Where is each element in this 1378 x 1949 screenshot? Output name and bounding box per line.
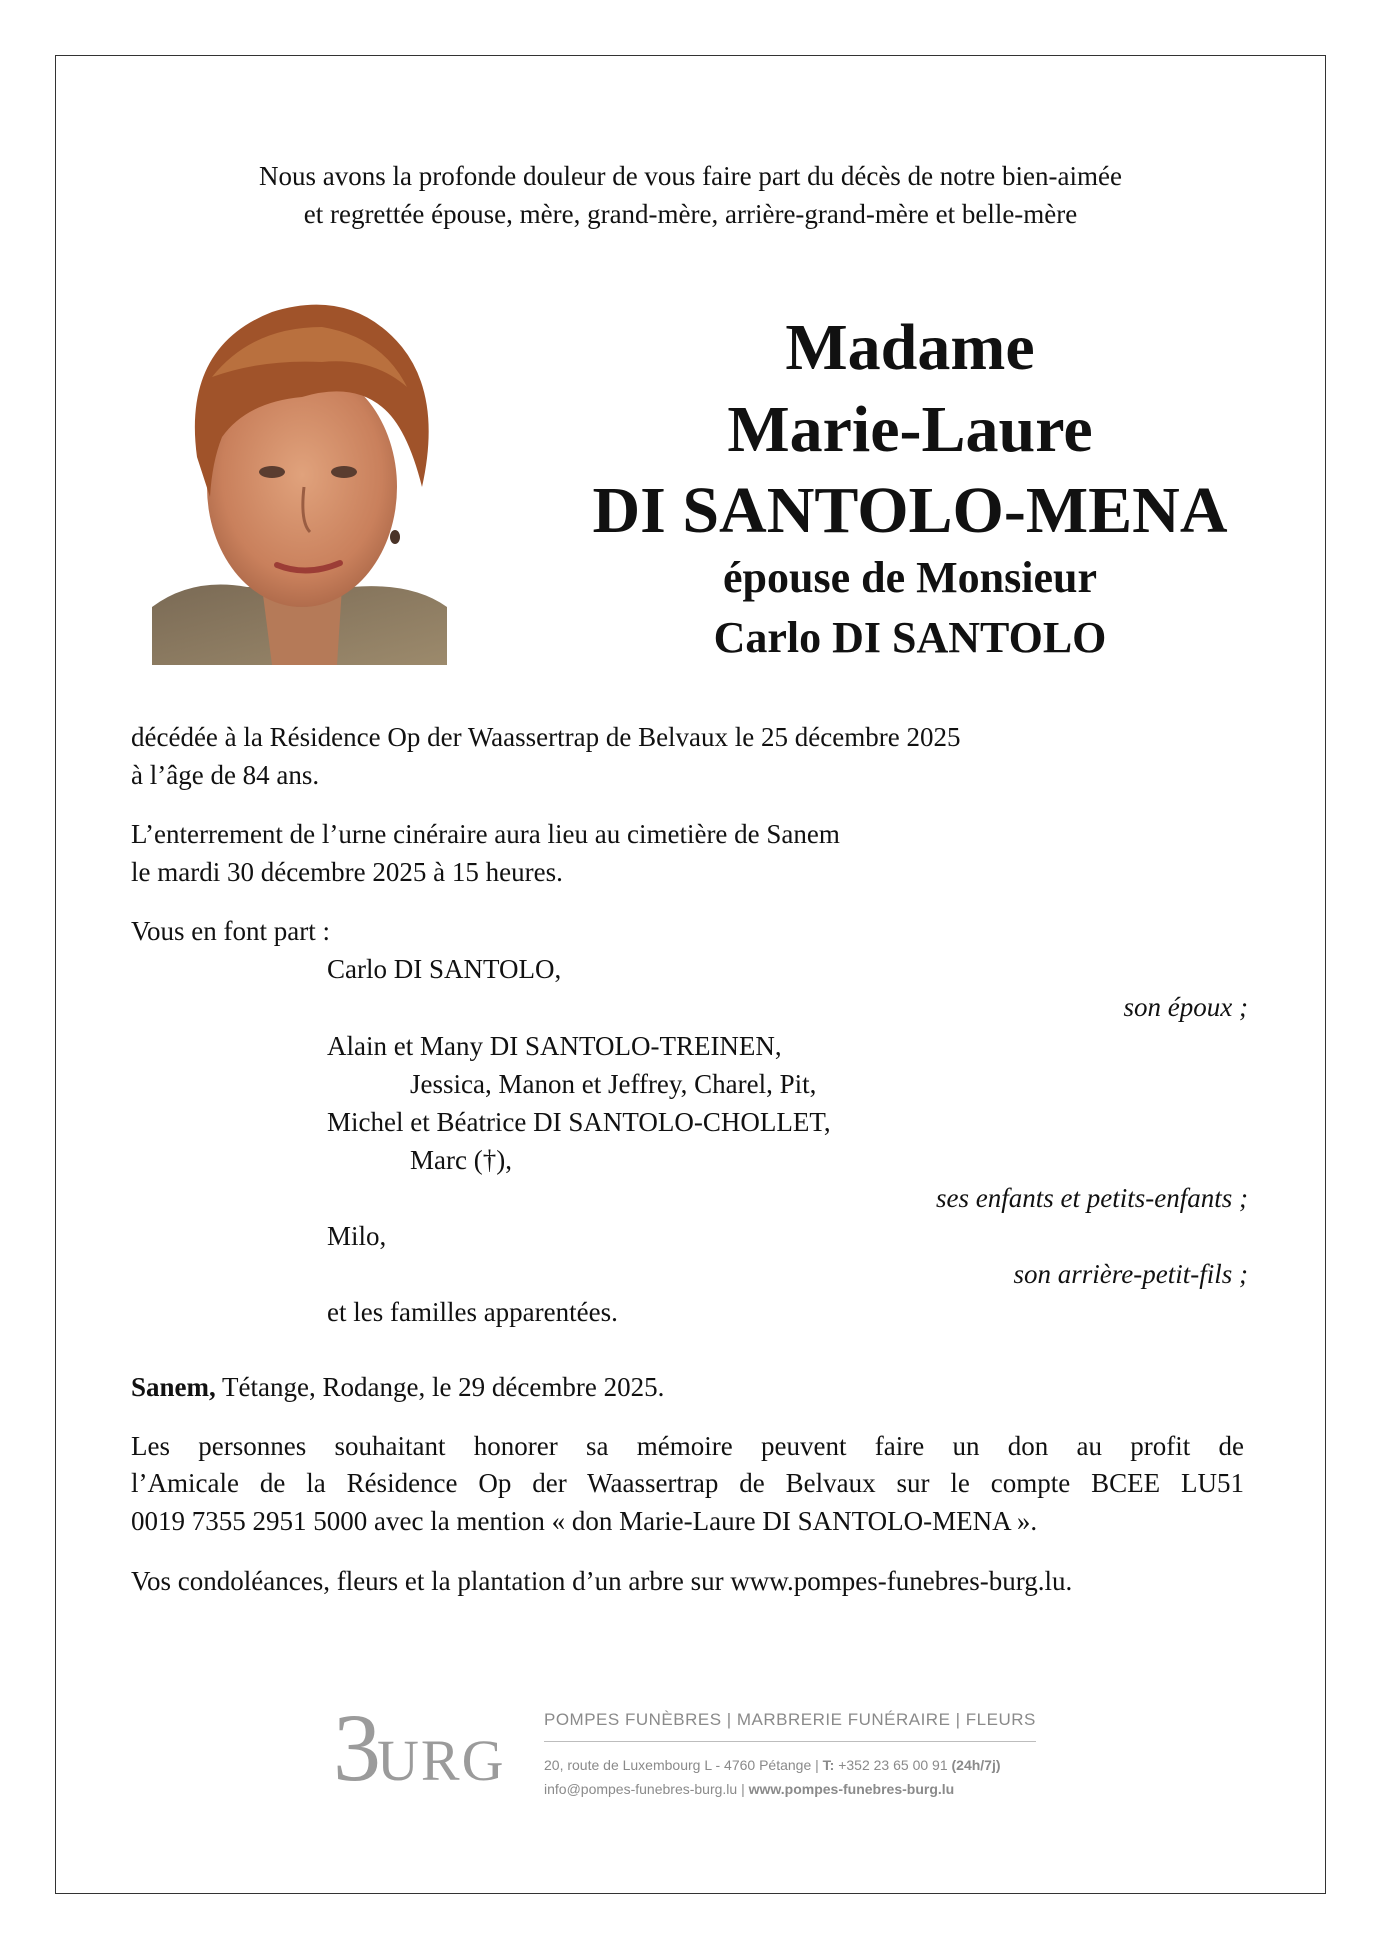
footer-website: www.pompes-funebres-burg.lu	[748, 1781, 955, 1797]
portrait-photo	[152, 287, 447, 665]
family-great-grandchild-role: son arrière-petit-fils ;	[1013, 1259, 1248, 1289]
family-intro: Vous en font part :	[131, 916, 330, 946]
intro-line-2: et regrettée épouse, mère, grand-mère, arrière-grand-mère et belle-mère	[303, 199, 1078, 229]
donation-line-3: 0019 7355 2951 5000 avec la mention « don Marie-Laure DI SANTOLO-MENA ».	[131, 1506, 1038, 1536]
family-child-2: Michel et Béatrice DI SANTOLO-CHOLLET,	[327, 1107, 831, 1137]
death-line-1: décédée à la Résidence Op der Waassertrap de Belvaux le 25 décembre 2025	[131, 722, 961, 752]
place-date	[131, 1368, 664, 1406]
svg-text:3: 3	[333, 1704, 381, 1794]
family-spouse: Carlo DI SANTOLO,	[327, 954, 562, 984]
footer-phone-label: T:	[822, 1757, 835, 1773]
family-children-role: ses enfants et petits-enfants ;	[936, 1183, 1248, 1213]
footer-address: 20, route de Luxembourg L - 4760 Pétange |	[544, 1757, 823, 1773]
deceased-first-name: Marie-Laure	[727, 393, 1093, 466]
donation-line-1: Les personnes souhaitant honorer sa mémoire peuvent faire un don au profit de	[131, 1431, 1244, 1461]
intro-line-1: Nous avons la profonde douleur de vous faire part du décès de notre bien-aimée	[259, 161, 1122, 191]
spouse-name: Carlo DI SANTOLO	[713, 613, 1107, 662]
family-grandchildren-1: Jessica, Manon et Jeffrey, Charel, Pit,	[410, 1069, 817, 1099]
deceased-title: Madame	[785, 311, 1035, 384]
family-grandchildren-2: Marc (†),	[410, 1145, 512, 1175]
family-spouse-role: son époux ;	[1123, 992, 1248, 1022]
footer-email: info@pompes-funebres-burg.lu |	[544, 1781, 749, 1797]
family-relatives: et les familles apparentées.	[327, 1297, 618, 1327]
place-bold: Sanem,	[131, 1372, 216, 1402]
svg-text:URG: URG	[377, 1728, 503, 1793]
funeral-line-1: L’enterrement de l’urne cinéraire aura lieu au cimetière de Sanem	[131, 819, 840, 849]
funeral-line-2: le mardi 30 décembre 2025 à 15 heures.	[131, 857, 563, 887]
condolences: Vos condoléances, fleurs et la plantation d’un arbre sur www.pompes-funebres-burg.lu.	[131, 1566, 1073, 1596]
burg-logo	[333, 1704, 503, 1794]
donation-line-2: l’Amicale de la Résidence Op der Waassertrap de Belvaux sur le compte BCEE LU51	[131, 1468, 1244, 1498]
footer-contact-line	[544, 1781, 954, 1797]
spouse-line: épouse de Monsieur	[723, 553, 1097, 602]
footer-divider	[544, 1741, 1036, 1742]
family-great-grandchild: Milo,	[327, 1221, 387, 1251]
place-date-rest: Tétange, Rodange, le 29 décembre 2025.	[215, 1372, 665, 1402]
death-line-2: à l’âge de 84 ans.	[131, 760, 320, 790]
deceased-last-name: DI SANTOLO-MENA	[592, 474, 1228, 547]
footer-services: POMPES FUNÈBRES | MARBRERIE FUNÉRAIRE | FLEURS	[544, 1710, 1036, 1729]
footer-address-line	[544, 1757, 1001, 1773]
footer-phone: +352 23 65 00 91	[834, 1757, 952, 1773]
family-child-1: Alain et Many DI SANTOLO-TREINEN,	[327, 1031, 782, 1061]
footer-phone-hours: (24h/7j)	[951, 1757, 1001, 1773]
